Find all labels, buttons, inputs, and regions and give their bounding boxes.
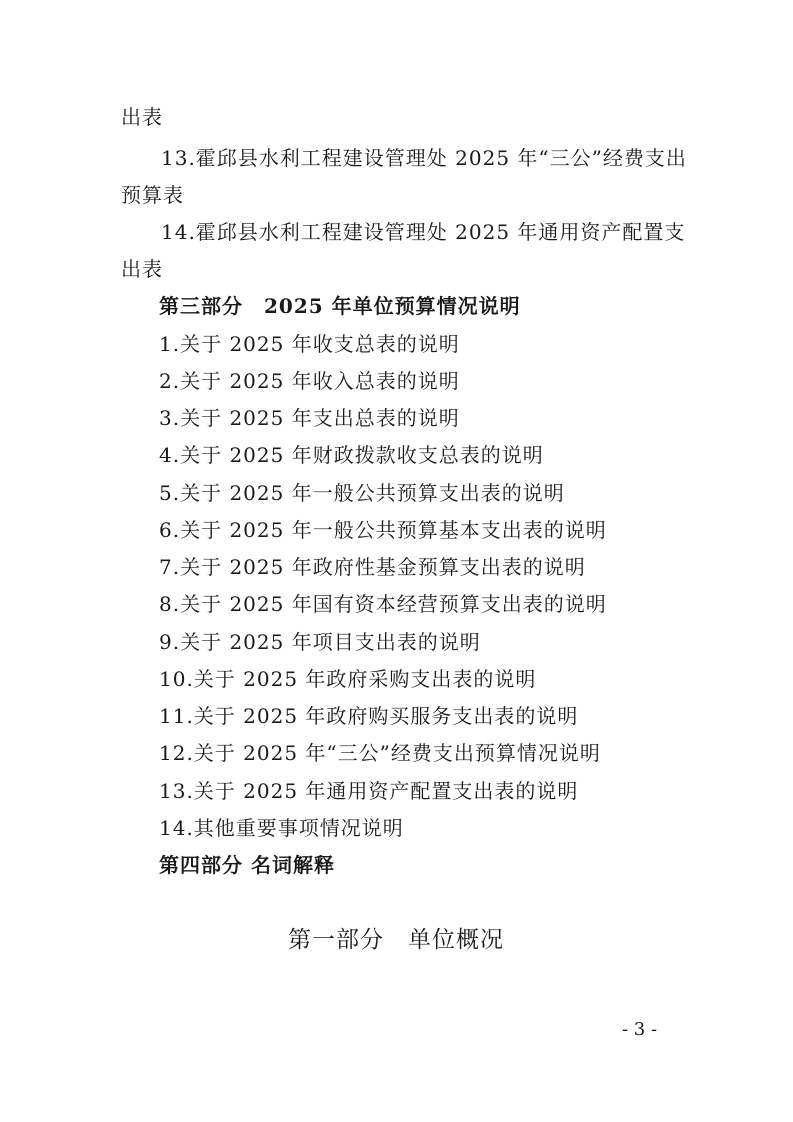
part3-item: 11.关于 2025 年政府购买服务支出表的说明 [159, 704, 579, 728]
part3-item: 14.其他重要事项情况说明 [159, 816, 404, 840]
toc-item-13-line2: 预算表 [121, 183, 184, 207]
part3-item: 12.关于 2025 年“三公”经费支出预算情况说明 [159, 741, 601, 765]
part3-heading: 第三部分 2025 年单位预算情况说明 [159, 294, 521, 318]
part3-item: 2.关于 2025 年收入总表的说明 [159, 369, 460, 393]
part4-heading: 第四部分 名词解释 [159, 853, 335, 877]
part3-item: 9.关于 2025 年项目支出表的说明 [159, 630, 481, 654]
part3-item: 10.关于 2025 年政府采购支出表的说明 [159, 667, 537, 691]
toc-item-14-line2: 出表 [121, 257, 163, 281]
part3-item: 4.关于 2025 年财政拨款收支总表的说明 [159, 443, 544, 467]
toc-item-14-line1: 14.霍邱县水利工程建设管理处 2025 年通用资产配置支 [161, 220, 686, 244]
part3-item: 1.关于 2025 年收支总表的说明 [159, 332, 460, 356]
part1-title: 第一部分 单位概况 [288, 927, 504, 953]
part3-item: 6.关于 2025 年一般公共预算基本支出表的说明 [159, 518, 607, 542]
part3-item: 8.关于 2025 年国有资本经营预算支出表的说明 [159, 592, 607, 616]
part3-item: 5.关于 2025 年一般公共预算支出表的说明 [159, 481, 565, 505]
toc-line-continuation: 出表 [121, 105, 163, 129]
part3-item: 3.关于 2025 年支出总表的说明 [159, 406, 460, 430]
part3-item: 7.关于 2025 年政府性基金预算支出表的说明 [159, 555, 586, 579]
part3-item: 13.关于 2025 年通用资产配置支出表的说明 [159, 779, 579, 803]
toc-item-13-line1: 13.霍邱县水利工程建设管理处 2025 年“三公”经费支出 [161, 146, 687, 170]
page-number: - 3 - [622, 1019, 658, 1040]
